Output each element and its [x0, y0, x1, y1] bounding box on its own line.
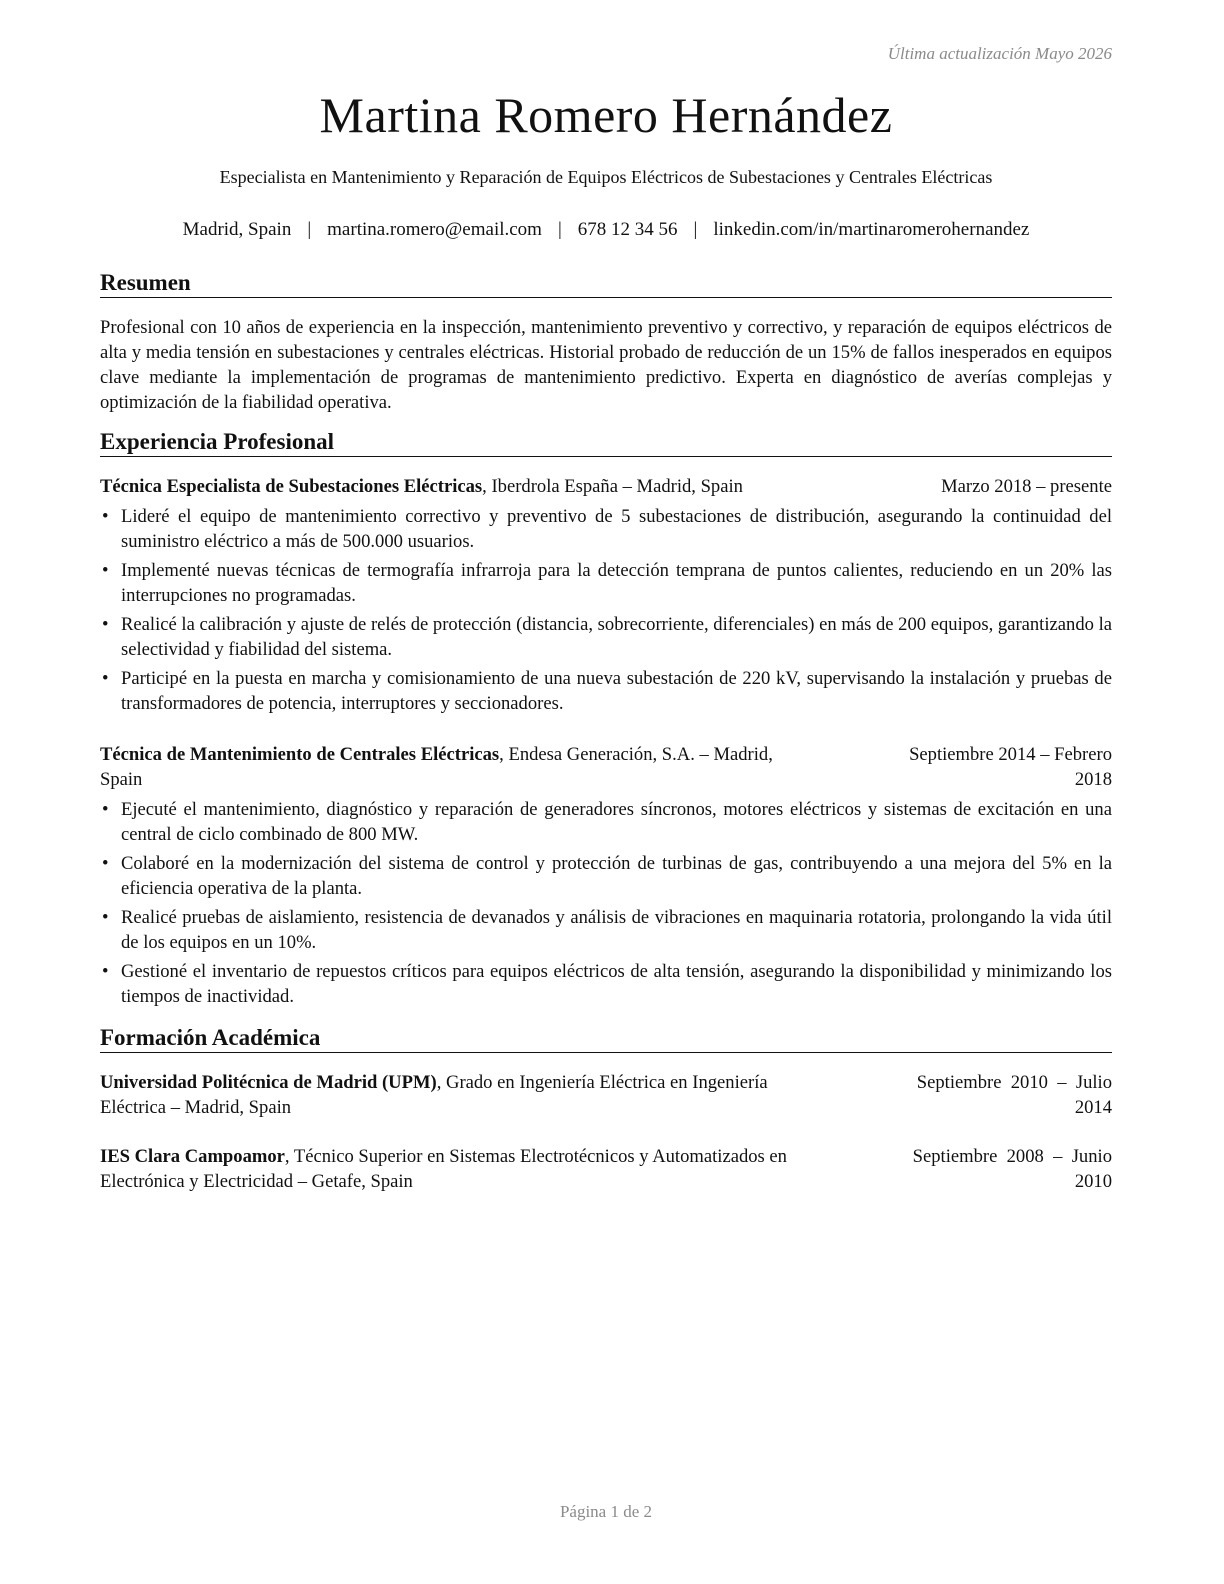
education-degree: , Técnico Superior en Sistemas Electrotécnicos y Automatizados en — [284, 1146, 787, 1167]
job-bullets — [100, 797, 1112, 1013]
contact-separator: | — [307, 219, 312, 240]
bullet-text: Realicé pruebas de aislamiento, resistencia de devanados y análisis de vibraciones en maquinaria rotatoria, prolongando la vida útil de los equipos en un 10%. — [121, 907, 1112, 953]
education-dates: Septiembre 2008 – Junio — [912, 1146, 1112, 1167]
summary-text: Profesional con 10 años de experiencia en la inspección, mantenimiento preventivo y correctivo, y reparación de equipos eléctricos de alta y media tensión en subestaciones y centrales eléctricas. Historial probado de reducción de un 15% de fallos inesperados en equipos clave mediante la implementación de programas de mantenimiento predictivo. Experta en diagnóstico de averías complejas y optimización de la fiabilidad operativa. — [100, 317, 1112, 413]
education-dates-continued: 2014 — [1074, 1097, 1112, 1118]
bullet-text: Implementé nuevas técnicas de termografía infrarroja para la detección temprana de puntos calientes, reduciendo en un 20% las interrupciones no programadas. — [121, 560, 1112, 606]
bullet-text: Ejecuté el mantenimiento, diagnóstico y reparación de generadores síncronos, motores eléctricos y sistemas de excitación en una central de ciclo combinado de 800 MW. — [121, 799, 1112, 845]
list-item — [100, 612, 1112, 662]
education-dates: Septiembre 2010 – Julio — [916, 1072, 1112, 1093]
section-title-summary: Resumen — [100, 270, 1112, 298]
bullet-text: Realicé la calibración y ajuste de relés de protección (distancia, sobrecorriente, diferenciales) en más de 200 equipos, garantizando la selectividad y fiabilidad del sistema. — [121, 614, 1112, 660]
job-company: , Iberdrola España – Madrid, Spain — [482, 476, 743, 497]
education-entry — [100, 1070, 1112, 1120]
section-title-education: Formación Académica — [100, 1025, 1112, 1053]
job-title-line — [100, 742, 773, 767]
bullet-text: Colaboré en la modernización del sistema de control y protección de turbinas de gas, contribuyendo a una mejora del 5% en la eficiencia operativa de la planta. — [121, 853, 1112, 899]
education-entry — [100, 1144, 1112, 1194]
job-role: Técnica de Mantenimiento de Centrales Eléctricas — [100, 744, 500, 765]
contact-email[interactable]: martina.romero@email.com — [327, 219, 542, 240]
list-item — [100, 959, 1112, 1009]
list-item — [100, 558, 1112, 608]
bullet-icon: • — [102, 907, 109, 928]
bullet-icon: • — [102, 799, 109, 820]
list-item — [100, 504, 1112, 554]
bullet-icon: • — [102, 614, 109, 635]
job-role: Técnica Especialista de Subestaciones Eléctricas — [100, 476, 483, 497]
bullet-text: Gestioné el inventario de repuestos críticos para equipos eléctricos de alta tensión, asegurando la disponibilidad y minimizando los tiempos de inactividad. — [121, 961, 1112, 1007]
job-company: , Endesa Generación, S.A. – Madrid, — [499, 744, 773, 765]
contact-location: Madrid, Spain — [182, 219, 292, 240]
last-updated: Última actualización Mayo 2026 — [887, 44, 1112, 63]
education-degree-continued: Eléctrica – Madrid, Spain — [100, 1097, 292, 1118]
bullet-icon: • — [102, 560, 109, 581]
education-degree-continued: Electrónica y Electricidad – Getafe, Spain — [100, 1171, 413, 1192]
bullet-text: Lideré el equipo de mantenimiento correctivo y preventivo de 5 subestaciones de distribución, asegurando la continuidad del suministro eléctrico a más de 500.000 usuarios. — [121, 506, 1112, 552]
contact-separator: | — [693, 219, 698, 240]
job-company-continued: Spain — [100, 769, 143, 790]
list-item — [100, 666, 1112, 716]
headline: Especialista en Mantenimiento y Reparación de Equipos Eléctricos de Subestaciones y Centrales Eléctricas — [219, 167, 993, 187]
job-dates: Septiembre 2014 – Febrero — [909, 744, 1112, 765]
education-school: IES Clara Campoamor — [100, 1146, 285, 1167]
education-title-line — [100, 1070, 768, 1095]
section-title-experience: Experiencia Profesional — [100, 429, 1112, 457]
page-number: Página 1 de 2 — [559, 1502, 653, 1521]
education-title-line — [100, 1144, 787, 1169]
job-title-line — [100, 474, 743, 499]
contact-separator: | — [557, 219, 562, 240]
bullet-icon: • — [102, 668, 109, 689]
job-header — [100, 742, 1112, 792]
education-dates-continued: 2010 — [1074, 1171, 1112, 1192]
bullet-icon: • — [102, 853, 109, 874]
contact-phone: 678 12 34 56 — [577, 219, 678, 240]
resume-page — [100, 0, 1112, 1584]
bullet-icon: • — [102, 961, 109, 982]
list-item — [100, 797, 1112, 847]
job-bullets — [100, 504, 1112, 720]
job-dates-continued: 2018 — [1074, 769, 1112, 790]
bullet-text: Participé en la puesta en marcha y comisionamiento de una nueva subestación de 220 kV, supervisando la instalación y pruebas de transformadores de potencia, interruptores y seccionadores. — [121, 668, 1112, 714]
list-item — [100, 851, 1112, 901]
job-header — [100, 474, 1112, 499]
education-degree: , Grado en Ingeniería Eléctrica en Ingeniería — [436, 1072, 768, 1093]
bullet-icon: • — [102, 506, 109, 527]
contact-line — [100, 219, 1112, 241]
candidate-name: Martina Romero Hernández — [319, 87, 893, 143]
contact-linkedin[interactable]: linkedin.com/in/martinaromerohernandez — [713, 219, 1030, 240]
list-item — [100, 905, 1112, 955]
education-school: Universidad Politécnica de Madrid (UPM) — [100, 1072, 437, 1093]
job-dates: Marzo 2018 – presente — [941, 476, 1112, 497]
